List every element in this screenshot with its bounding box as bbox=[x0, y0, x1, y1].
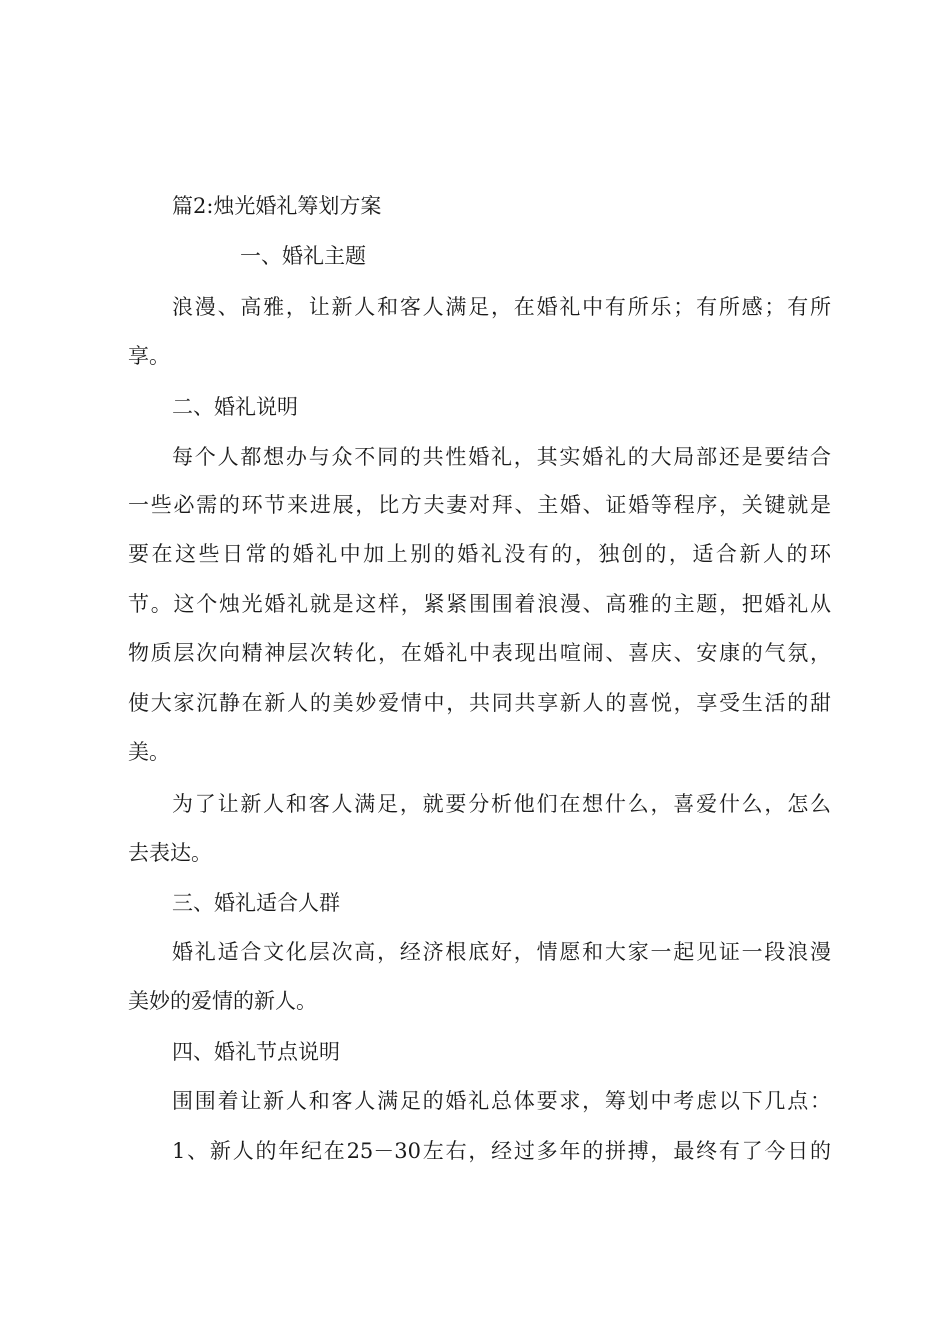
section2-paragraph-line: 每个人都想办与众不同的共性婚礼，其实婚礼的大局部还是要结合 bbox=[172, 445, 831, 469]
section3-paragraph-line: 婚礼适合文化层次高，经济根底好，情愿和大家一起见证一段浪漫 bbox=[172, 940, 831, 964]
section1-paragraph-line: 浪漫、高雅，让新人和客人满足，在婚礼中有所乐；有所感；有所 bbox=[172, 295, 831, 319]
section2-paragraph-line: 物质层次向精神层次转化，在婚礼中表现出喧闹、喜庆、安康的气氛， bbox=[128, 641, 831, 665]
section2-paragraph-line: 一些必需的环节来进展，比方夫妻对拜、主婚、证婚等程序，关键就是 bbox=[128, 493, 831, 517]
section4-paragraph: 围围着让新人和客人满足的婚礼总体要求，筹划中考虑以下几点： bbox=[172, 1089, 831, 1113]
section2-heading: 二、婚礼说明 bbox=[172, 395, 298, 419]
section1-heading: 一、婚礼主题 bbox=[240, 244, 366, 268]
section2-paragraph-line: 为了让新人和客人满足，就要分析他们在想什么，喜爱什么，怎么 bbox=[172, 792, 831, 816]
section2-paragraph-line: 美。 bbox=[128, 740, 170, 764]
document-title: 篇2:烛光婚礼筹划方案 bbox=[172, 194, 382, 218]
section2-paragraph-line: 使大家沉静在新人的美妙爱情中，共同共享新人的喜悦，享受生活的甜 bbox=[128, 691, 831, 715]
section2-paragraph-line: 去表达。 bbox=[128, 841, 212, 865]
section2-paragraph-line: 要在这些日常的婚礼中加上别的婚礼没有的，独创的，适合新人的环 bbox=[128, 542, 831, 566]
section3-paragraph-line: 美妙的爱情的新人。 bbox=[128, 989, 317, 1013]
section2-paragraph-line: 节。这个烛光婚礼就是这样，紧紧围围着浪漫、高雅的主题，把婚礼从 bbox=[128, 592, 831, 616]
section4-heading: 四、婚礼节点说明 bbox=[172, 1040, 340, 1064]
section3-heading: 三、婚礼适合人群 bbox=[172, 891, 340, 915]
section4-list-item: 1、新人的年纪在25－30左右，经过多年的拼搏，最终有了今日的 bbox=[172, 1139, 831, 1163]
section1-paragraph-line: 享。 bbox=[128, 344, 170, 368]
